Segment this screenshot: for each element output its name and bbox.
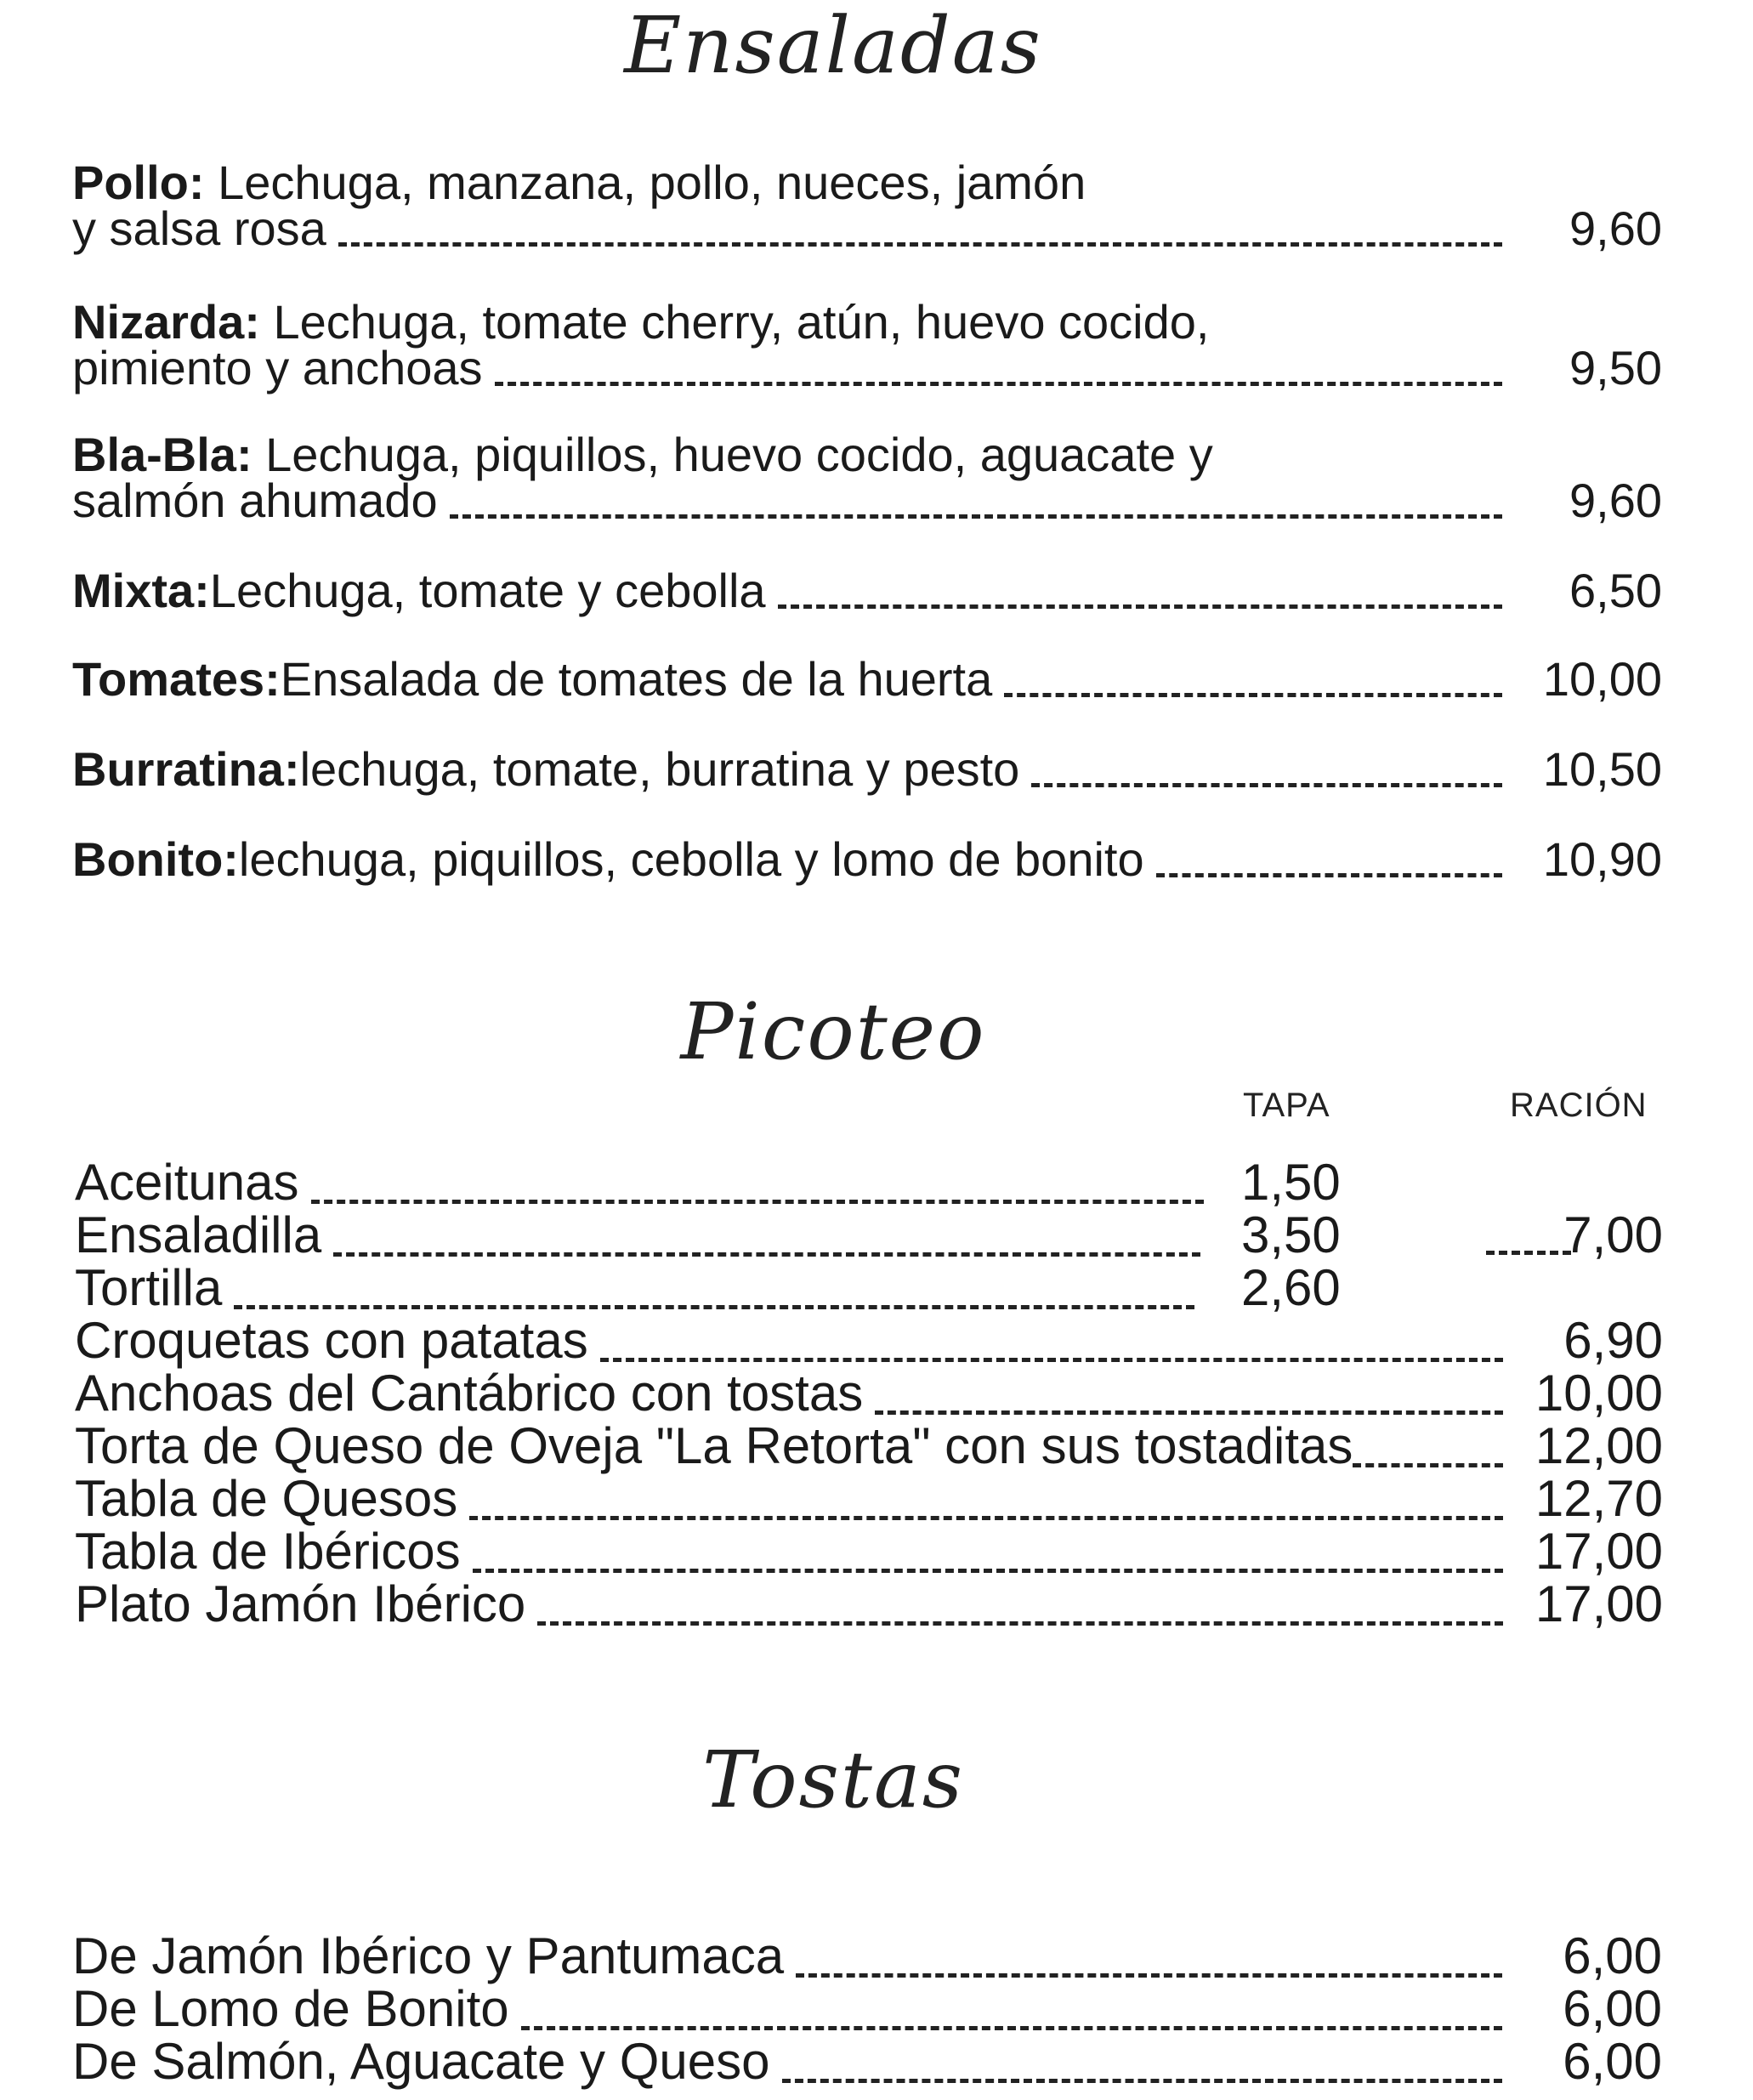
section-title-picoteo: Picoteo xyxy=(680,986,986,1077)
section-title-tostas: Tostas xyxy=(702,1734,964,1825)
item-price: 6,00 xyxy=(1563,2033,1662,2090)
item-price: 9,50 xyxy=(1569,341,1662,394)
racion-price: 17,00 xyxy=(1535,1523,1663,1580)
item-price: 6,00 xyxy=(1563,1927,1662,1984)
picoteo-row xyxy=(75,1367,1663,1420)
column-header-tapa: TAPA xyxy=(1243,1087,1330,1124)
picoteo-row xyxy=(75,1206,1663,1263)
item-name: Ensaladilla xyxy=(75,1206,322,1263)
column-header-racion: RACIÓN xyxy=(1510,1087,1648,1124)
dotted-leader xyxy=(450,514,1502,519)
dotted-leader xyxy=(600,1358,1503,1362)
dotted-leader xyxy=(1031,783,1502,787)
picoteo-row xyxy=(75,1525,1663,1578)
dotted-leader xyxy=(1004,693,1502,697)
picoteo-row xyxy=(75,1314,1663,1367)
racion-price: 12,70 xyxy=(1535,1470,1663,1527)
dotted-leader xyxy=(521,2026,1502,2030)
item-name: Nizarda: xyxy=(72,295,260,349)
item-description: Ensalada de tomates de la huerta xyxy=(280,652,993,706)
dotted-leader xyxy=(796,1973,1502,1978)
item-name: Croquetas con patatas xyxy=(75,1312,588,1369)
ensalada-item xyxy=(72,742,1662,796)
item-description: Lechuga, manzana, pollo, nueces, jamón xyxy=(204,156,1086,209)
item-name: Anchoas del Cantábrico con tostas xyxy=(75,1365,864,1422)
item-name: Tomates: xyxy=(72,652,281,706)
item-description-cont: y salsa rosa xyxy=(72,201,326,255)
picoteo-row xyxy=(75,1417,1663,1474)
item-name: De Lomo de Bonito xyxy=(72,1980,509,2037)
ensalada-item xyxy=(72,295,1662,394)
item-name: Mixta: xyxy=(72,564,210,617)
picoteo-row xyxy=(75,1470,1663,1527)
item-name: Plato Jamón Ibérico xyxy=(75,1575,526,1632)
item-price: 9,60 xyxy=(1569,474,1662,527)
item-description-cont: salmón ahumado xyxy=(72,474,438,527)
dotted-leader xyxy=(333,1252,1200,1257)
ensalada-item xyxy=(72,652,1662,706)
item-name: Pollo: xyxy=(72,156,205,209)
dotted-leader xyxy=(473,1569,1503,1573)
racion-price: 6,90 xyxy=(1563,1312,1663,1369)
section-title-ensaladas: Ensaladas xyxy=(624,0,1042,91)
item-name: Torta de Queso de Oveja "La Retorta" con sus tostaditas xyxy=(75,1417,1353,1474)
dotted-leader xyxy=(875,1410,1503,1415)
item-name: Tabla de Quesos xyxy=(75,1470,458,1527)
dotted-leader xyxy=(234,1305,1194,1309)
tapa-price: 1,50 xyxy=(1241,1154,1341,1211)
ensalada-item xyxy=(72,428,1662,527)
tapa-price: 2,60 xyxy=(1241,1259,1341,1316)
item-name: Bla-Bla: xyxy=(72,428,252,481)
item-price: 9,60 xyxy=(1569,201,1662,255)
picoteo-row xyxy=(75,1575,1663,1632)
item-price: 10,90 xyxy=(1542,832,1662,886)
ensalada-item xyxy=(72,832,1662,886)
picoteo-row xyxy=(75,1156,1663,1209)
racion-price: 17,00 xyxy=(1535,1575,1663,1632)
dotted-leader xyxy=(338,242,1502,247)
item-description: Lechuga, tomate y cebolla xyxy=(209,564,766,617)
tapa-price: 3,50 xyxy=(1241,1206,1341,1263)
dotted-leader xyxy=(311,1200,1204,1204)
item-description: lechuga, piquillos, cebolla y lomo de bonito xyxy=(238,832,1144,886)
item-description: Lechuga, piquillos, huevo cocido, aguacate y xyxy=(252,428,1213,481)
item-name: Burratina: xyxy=(72,742,300,796)
dotted-leader xyxy=(782,2079,1503,2083)
item-price: 10,50 xyxy=(1542,742,1662,796)
item-name: Aceitunas xyxy=(75,1154,299,1211)
item-price: 10,00 xyxy=(1542,652,1662,706)
item-name: Tabla de Ibéricos xyxy=(75,1523,461,1580)
racion-price: 12,00 xyxy=(1535,1417,1663,1474)
racion-price: 7,00 xyxy=(1563,1206,1663,1263)
item-description-cont: pimiento y anchoas xyxy=(72,341,483,394)
ensalada-item xyxy=(72,564,1662,617)
dotted-leader xyxy=(469,1516,1503,1520)
item-price: 6,00 xyxy=(1563,1980,1662,2037)
item-description: Lechuga, tomate cherry, atún, huevo cocido, xyxy=(259,295,1210,349)
dotted-leader xyxy=(537,1621,1503,1626)
ensalada-item xyxy=(72,156,1662,255)
item-name: Tortilla xyxy=(75,1259,223,1316)
picoteo-row xyxy=(75,1259,1663,1316)
tosta-row xyxy=(72,1980,1662,2037)
racion-price: 10,00 xyxy=(1535,1365,1663,1422)
tosta-row xyxy=(72,2035,1662,2088)
tosta-row xyxy=(72,1927,1662,1984)
item-price: 6,50 xyxy=(1569,564,1662,617)
dotted-leader xyxy=(1353,1463,1503,1467)
dotted-leader xyxy=(1156,873,1502,877)
item-name: De Jamón Ibérico y Pantumaca xyxy=(72,1927,785,1984)
item-name: Bonito: xyxy=(72,832,239,886)
item-description: lechuga, tomate, burratina y pesto xyxy=(299,742,1020,796)
item-name: De Salmón, Aguacate y Queso xyxy=(72,2033,770,2090)
dotted-leader xyxy=(495,382,1502,386)
dotted-leader xyxy=(778,604,1502,609)
